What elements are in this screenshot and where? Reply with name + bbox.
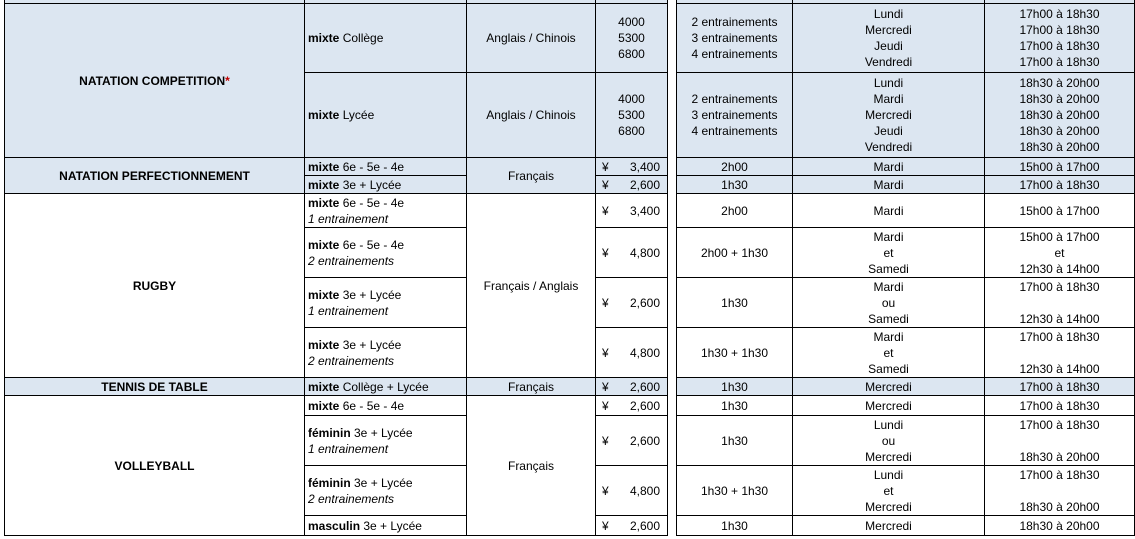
price-cell: 4000 5300 6800 <box>596 4 668 73</box>
sport-name: NATATION PERFECTIONNEMENT <box>5 158 305 194</box>
group-cell: mixte 3e + Lycée 1 entrainement <box>305 278 467 328</box>
days-cell: Lundi Mardi Mercredi Jeudi Vendredi <box>793 73 985 158</box>
days-cell: Mercredi <box>793 516 985 536</box>
group-cell: mixte 6e - 5e - 4e 1 entrainement <box>305 194 467 228</box>
sport-name: TENNIS DE TABLE <box>5 378 305 396</box>
times-cell: 15h00 à 17h00 <box>985 158 1135 176</box>
table-row <box>677 4 1135 73</box>
sport-name: NATATION COMPETITION* <box>5 4 305 158</box>
group-cell: mixte Lycée <box>305 73 467 158</box>
group-cell: masculin 3e + Lycée <box>305 516 467 536</box>
language-cell: Français <box>467 378 596 396</box>
days-cell: Mardi ou Samedi <box>793 278 985 328</box>
group-cell: mixte Collège <box>305 4 467 73</box>
price-cell: ¥ 2,600 <box>596 378 668 396</box>
days-cell: Mardi et Samedi <box>793 228 985 278</box>
table-row <box>677 228 1135 278</box>
price-cell: ¥ 4,800 <box>596 466 668 516</box>
table-row <box>677 73 1135 158</box>
language-cell: Français <box>467 396 596 536</box>
price-cell: ¥ 3,400 <box>596 194 668 228</box>
duration-cell: 2h00 <box>677 194 793 228</box>
days-cell: Mardi <box>793 194 985 228</box>
language-cell: Anglais / Chinois <box>467 4 596 73</box>
days-cell: Lundi et Mercredi <box>793 466 985 516</box>
group-cell: féminin 3e + Lycée 1 entrainement <box>305 416 467 466</box>
sessions-cell: 2 entrainements 3 entrainements 4 entrainements <box>677 73 793 158</box>
times-cell: 17h00 à 18h30 18h30 à 20h00 <box>985 416 1135 466</box>
days-cell: Mardi <box>793 158 985 176</box>
price-cell: ¥ 4,800 <box>596 328 668 378</box>
price-cell: ¥ 2,600 <box>596 516 668 536</box>
table-row <box>677 328 1135 378</box>
sport-name: RUGBY <box>5 194 305 378</box>
table-row <box>677 278 1135 328</box>
times-cell: 17h00 à 18h30 18h30 à 20h00 <box>985 466 1135 516</box>
times-cell: 18h30 à 20h00 18h30 à 20h00 18h30 à 20h00 18h30 à 20h00 18h30 à 20h00 <box>985 73 1135 158</box>
group-cell: mixte 6e - 5e - 4e <box>305 396 467 416</box>
days-cell: Mardi et Samedi <box>793 328 985 378</box>
price-cell: ¥ 4,800 <box>596 228 668 278</box>
duration-cell: 1h30 <box>677 278 793 328</box>
price-cell: ¥ 2,600 <box>596 176 668 194</box>
duration-cell: 2h00 + 1h30 <box>677 228 793 278</box>
table-row <box>677 176 1135 194</box>
activities-table-right <box>676 0 1135 536</box>
price-cell: 4000 5300 6800 <box>596 73 668 158</box>
sessions-cell: 2 entrainements 3 entrainements 4 entrainements <box>677 4 793 73</box>
duration-cell: 1h30 <box>677 516 793 536</box>
table-row <box>677 378 1135 396</box>
days-cell: Mercredi <box>793 396 985 416</box>
group-cell: mixte 3e + Lycée 2 entrainements <box>305 328 467 378</box>
times-cell: 17h00 à 18h30 <box>985 378 1135 396</box>
table-row <box>5 396 668 416</box>
times-cell: 17h00 à 18h30 <box>985 176 1135 194</box>
duration-cell: 2h00 <box>677 158 793 176</box>
table-row <box>5 194 668 228</box>
table-row <box>5 158 668 176</box>
duration-cell: 1h30 <box>677 396 793 416</box>
table-row <box>677 516 1135 536</box>
times-cell: 15h00 à 17h00 <box>985 194 1135 228</box>
table-row <box>677 158 1135 176</box>
group-cell: mixte 6e - 5e - 4e <box>305 158 467 176</box>
table-row <box>677 194 1135 228</box>
duration-cell: 1h30 <box>677 176 793 194</box>
times-cell: 15h00 à 17h00 et 12h30 à 14h00 <box>985 228 1135 278</box>
times-cell: 17h00 à 18h30 <box>985 396 1135 416</box>
sport-name: VOLLEYBALL <box>5 396 305 536</box>
table-row <box>677 466 1135 516</box>
days-cell: Mardi <box>793 176 985 194</box>
group-cell: mixte Collège + Lycée <box>305 378 467 396</box>
times-cell: 17h00 à 18h30 12h30 à 14h00 <box>985 278 1135 328</box>
times-cell: 18h30 à 20h00 <box>985 516 1135 536</box>
days-cell: Mercredi <box>793 378 985 396</box>
table-row <box>677 396 1135 416</box>
price-cell: ¥ 3,400 <box>596 158 668 176</box>
language-cell: Français <box>467 158 596 194</box>
table-row <box>677 416 1135 466</box>
group-cell: mixte 3e + Lycée <box>305 176 467 194</box>
duration-cell: 1h30 <box>677 416 793 466</box>
times-cell: 17h00 à 18h30 12h30 à 14h00 <box>985 328 1135 378</box>
group-cell: féminin 3e + Lycée 2 entrainements <box>305 466 467 516</box>
price-cell: ¥ 2,600 <box>596 396 668 416</box>
activities-table-left <box>4 0 668 536</box>
group-cell: mixte 6e - 5e - 4e 2 entrainements <box>305 228 467 278</box>
duration-cell: 1h30 + 1h30 <box>677 328 793 378</box>
language-cell: Anglais / Chinois <box>467 73 596 158</box>
times-cell: 17h00 à 18h30 17h00 à 18h30 17h00 à 18h30 17h00 à 18h30 <box>985 4 1135 73</box>
duration-cell: 1h30 <box>677 378 793 396</box>
days-cell: Lundi ou Mercredi <box>793 416 985 466</box>
days-cell: Lundi Mercredi Jeudi Vendredi <box>793 4 985 73</box>
duration-cell: 1h30 + 1h30 <box>677 466 793 516</box>
table-row <box>5 378 668 396</box>
language-cell: Français / Anglais <box>467 194 596 378</box>
price-cell: ¥ 2,600 <box>596 416 668 466</box>
table-row <box>5 4 668 73</box>
price-cell: ¥ 2,600 <box>596 278 668 328</box>
